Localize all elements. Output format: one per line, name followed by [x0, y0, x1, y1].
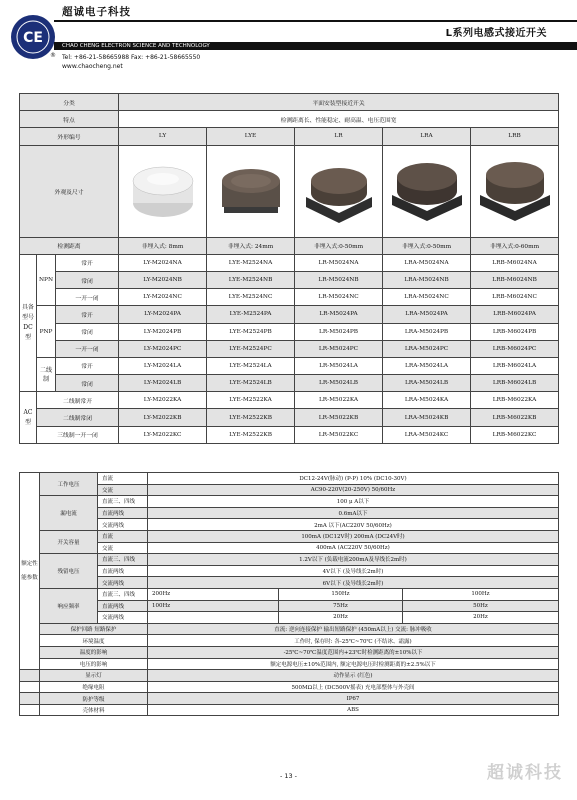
model-row: [20, 357, 559, 374]
model-code: LYE-M2522KB: [207, 426, 295, 443]
switch-capacity-label: 开关容量: [40, 530, 98, 553]
lye-photo: [207, 145, 295, 237]
spec-value: 工作时, 保存时: 各-25℃~70℃ (不结冰、霜露): [148, 635, 559, 647]
row-type: 常闭: [56, 323, 119, 340]
voltage-effect-label: 电压的影响: [40, 658, 148, 670]
spec-value: 100 μ A以下: [148, 496, 559, 508]
model-code: LRA-M5024KC: [383, 426, 471, 443]
model-code: LRB-M6022KA: [471, 392, 559, 409]
lrb-photo: [471, 145, 559, 237]
appearance-label: 外观及尺寸: [20, 145, 119, 237]
model-row: [20, 340, 559, 357]
model-code: LR-M5024NA: [295, 254, 383, 271]
protection-grade-label: 防护等级: [40, 693, 148, 705]
temp-effect-label: 温度的影响: [40, 646, 148, 658]
watermark: 超诚科技: [487, 763, 563, 783]
spec-key: 直流两线: [98, 565, 148, 577]
model-label: 外形编号: [20, 128, 119, 145]
model-code: LYE-M2524LA: [207, 357, 295, 374]
spec-key: 直流三、四线: [98, 554, 148, 566]
model-code: LRA-M5024KB: [383, 409, 471, 426]
model-code: LR-M5022KC: [295, 426, 383, 443]
row-type: 一开一闭: [56, 289, 119, 306]
model-code: LRB-M6024NA: [471, 254, 559, 271]
model-code: LRA-M5024NB: [383, 271, 471, 288]
model-code: LRA-M5024LA: [383, 357, 471, 374]
spec-key: 交流两线: [98, 519, 148, 531]
spec-value: 100mA (DC12V时) 200mA (DC24V时): [148, 530, 559, 542]
page-header: [0, 0, 577, 78]
spec-value: -25℃~70℃温度范围内+23℃时检测距离的±10%以下: [148, 646, 559, 658]
row-type: 常闭: [56, 271, 119, 288]
model-code: LRB-M6024NC: [471, 289, 559, 306]
model-code: LR-M5022KB: [295, 409, 383, 426]
model-code: LRB-M6024LB: [471, 375, 559, 392]
row-type: 二线制常开: [37, 392, 119, 409]
spec-value: 4V以下 (及导线长2m时): [148, 565, 559, 577]
model-code: LYE-M2524LB: [207, 375, 295, 392]
model-code: LYE-M2524PB: [207, 323, 295, 340]
spec-value: 直流: 逆向连接保护 输出短路保护 (450mA以上) 交流: 脉冲吸收: [148, 623, 559, 635]
model-code: LR-M5024NB: [295, 271, 383, 288]
model-code: LRA-M5024PA: [383, 306, 471, 323]
model-row: [20, 375, 559, 392]
spec-value: 2mA 以下(AC220V 50/60Hz): [148, 519, 559, 531]
pnp-label: PNP: [37, 306, 56, 358]
ly-photo: [119, 145, 207, 237]
two-wire-label: 二线制: [37, 357, 56, 391]
model-code: LRA-M5024NC: [383, 289, 471, 306]
spec-value: 0.6mA以下: [148, 507, 559, 519]
spec-key: 交流: [98, 542, 148, 554]
contact-info: Tel: +86-21-58665988 Fax: +86-21-58665550: [62, 54, 201, 61]
distance-label: 检测距离: [20, 237, 119, 254]
model-code: LYE-M2522KA: [207, 392, 295, 409]
model-code: LRB-M6024LA: [471, 357, 559, 374]
model-code: LY-M2022KC: [119, 426, 207, 443]
freq-value: 100Hz: [403, 588, 559, 600]
model-code: LRB-M6024PC: [471, 340, 559, 357]
model-code: LRB-M6024PA: [471, 306, 559, 323]
residual-voltage-label: 残留电压: [40, 554, 98, 589]
spec-value: 额定电源电压±10%范围内, 额定电源电压时检测距离的±2.5%以下: [148, 658, 559, 670]
model-code: LYE-M2524PA: [207, 306, 295, 323]
model-row: [20, 426, 559, 443]
website-link[interactable]: www.chaocheng.net: [62, 63, 123, 70]
svg-text:CE: CE: [23, 30, 43, 46]
model-code: LY-M2024PB: [119, 323, 207, 340]
spec-value: IP67: [148, 693, 559, 705]
spec-value: 6V以下 (及导线长2m时): [148, 577, 559, 589]
voltage-label: 工作电压: [40, 473, 98, 496]
freq-value: 50Hz: [403, 600, 559, 612]
spec-key: 直流: [98, 473, 148, 485]
spec-value: 400mA (AC220V 50/60Hz): [148, 542, 559, 554]
row-type: 一开一闭: [56, 340, 119, 357]
freq-value: 200Hz: [148, 588, 279, 600]
lr-photo: [295, 145, 383, 237]
model-code: LRA-M5024PC: [383, 340, 471, 357]
model-row: [20, 254, 559, 271]
model-code: LR-M5024PA: [295, 306, 383, 323]
model-code: LRA-M5024LB: [383, 375, 471, 392]
insulation-label: 绝缘电阻: [40, 681, 148, 693]
model-code: LY-M2024NC: [119, 289, 207, 306]
model-code: LY-M2024PA: [119, 306, 207, 323]
model-code: LYE-M2524PC: [207, 340, 295, 357]
row-type: 常开: [56, 306, 119, 323]
model-code: LYE-M2524NB: [207, 271, 295, 288]
page-number: - 13 -: [279, 772, 298, 780]
model-code: LRA-M5024PB: [383, 323, 471, 340]
model-code: LY-M2024LB: [119, 375, 207, 392]
freq-value: 100Hz: [148, 600, 279, 612]
row-type: 常开: [56, 357, 119, 374]
model-code: LR-M5024LB: [295, 375, 383, 392]
response-freq-label: 响应频率: [40, 588, 98, 623]
class-value: 平面安装型接近开关: [119, 94, 559, 111]
distance-lye: 非埋入式: 24mm: [207, 237, 295, 254]
spec-value: AC90-220V(20-250V) 50/60Hz: [148, 484, 559, 496]
spec-value: DC12-24V(脉动) (P-P) 10% (DC10-30V): [148, 473, 559, 485]
series-title: L系列电感式接近开关: [445, 28, 547, 39]
freq-value: 150Hz: [279, 588, 403, 600]
freq-value: 20Hz: [403, 612, 559, 624]
model-ly: LY: [119, 128, 207, 145]
model-code: LR-M5024PC: [295, 340, 383, 357]
model-code: LYE-M2524NC: [207, 289, 295, 306]
model-lra: LRA: [383, 128, 471, 145]
freq-value: 75Hz: [279, 600, 403, 612]
freq-value: [148, 612, 279, 624]
ambient-temp-label: 环境温度: [40, 635, 148, 647]
model-code: LR-M5024PB: [295, 323, 383, 340]
spec-key: 交流: [98, 484, 148, 496]
row-type: 常开: [56, 254, 119, 271]
header-rule: [54, 20, 577, 22]
company-name-en: CHAO CHENG ELECTRON SCIENCE AND TECHNOLOGY: [62, 43, 210, 49]
feature-value: 检测距离长、性能稳定、耐高温、电压范围宽: [119, 111, 559, 128]
row-type: 三线制一开一闭: [37, 426, 119, 443]
leak-label: 漏电流: [40, 496, 98, 531]
spec-key: 直流两线: [98, 507, 148, 519]
model-code: LRB-M6022KC: [471, 426, 559, 443]
spec-value: 动作显示 (红色): [148, 670, 559, 682]
company-name-cn: 超诚电子科技: [62, 6, 131, 18]
spec-key: 直流: [98, 530, 148, 542]
model-code: LR-M5022KA: [295, 392, 383, 409]
housing-material-label: 壳体材料: [40, 704, 148, 716]
model-row: [20, 306, 559, 323]
model-lr: LR: [295, 128, 383, 145]
spec-value: ABS: [148, 704, 559, 716]
lra-photo: [383, 145, 471, 237]
model-code: LRA-M5024NA: [383, 254, 471, 271]
model-code: LRB-M6024NB: [471, 271, 559, 288]
distance-lr: 非埋入式:0-50mm: [295, 237, 383, 254]
protection-label: 保护回路 短路保护: [40, 623, 148, 635]
indicator-label: 显示灯: [40, 670, 148, 682]
model-lye: LYE: [207, 128, 295, 145]
dc-group-label: 具备型号DC型: [20, 254, 37, 392]
model-row: [20, 409, 559, 426]
model-code: LR-M5024NC: [295, 289, 383, 306]
model-code: LR-M5024LA: [295, 357, 383, 374]
model-code: LYE-M2522KB: [207, 409, 295, 426]
freq-value: 20Hz: [279, 612, 403, 624]
model-lrb: LRB: [471, 128, 559, 145]
spec-key: 直流三、四线: [98, 496, 148, 508]
model-row: [20, 271, 559, 288]
spec-value: 1.2V以下 (负载电流200mA及导线长2m时): [148, 554, 559, 566]
model-code: LY-M2024NA: [119, 254, 207, 271]
model-row: [20, 392, 559, 409]
model-code: LY-M2024NB: [119, 271, 207, 288]
spec-key: 交流两线: [98, 577, 148, 589]
spec-value: 500MΩ以上 (DC500V摇表) 充电部整体与外壳间: [148, 681, 559, 693]
model-code: LYE-M2524NA: [207, 254, 295, 271]
npn-label: NPN: [37, 254, 56, 306]
row-type: 常闭: [56, 375, 119, 392]
spec-key: 直流两线: [98, 600, 148, 612]
model-table: [19, 93, 559, 444]
ac-group-label: AC型: [20, 392, 37, 444]
feature-label: 特点: [20, 111, 119, 128]
model-row: [20, 323, 559, 340]
row-type: 二线制常闭: [37, 409, 119, 426]
spec-table: [19, 472, 559, 716]
distance-lra: 非埋入式:0-50mm: [383, 237, 471, 254]
model-code: LY-M2022KA: [119, 392, 207, 409]
spec-side-label: 额定性能参数: [20, 473, 40, 670]
class-label: 分类: [20, 94, 119, 111]
model-code: LY-M2024LA: [119, 357, 207, 374]
spec-key: 交流两线: [98, 612, 148, 624]
distance-lrb: 非埋入式:0-60mm: [471, 237, 559, 254]
distance-ly: 非埋入式: 8mm: [119, 237, 207, 254]
model-code: LRB-M6022KB: [471, 409, 559, 426]
model-code: LY-M2024PC: [119, 340, 207, 357]
model-code: LRB-M6024PB: [471, 323, 559, 340]
model-code: LRA-M5024KA: [383, 392, 471, 409]
model-row: [20, 289, 559, 306]
registered-mark: ®: [50, 52, 56, 59]
model-code: LY-M2022KB: [119, 409, 207, 426]
spec-key: 直流三、四线: [98, 588, 148, 600]
